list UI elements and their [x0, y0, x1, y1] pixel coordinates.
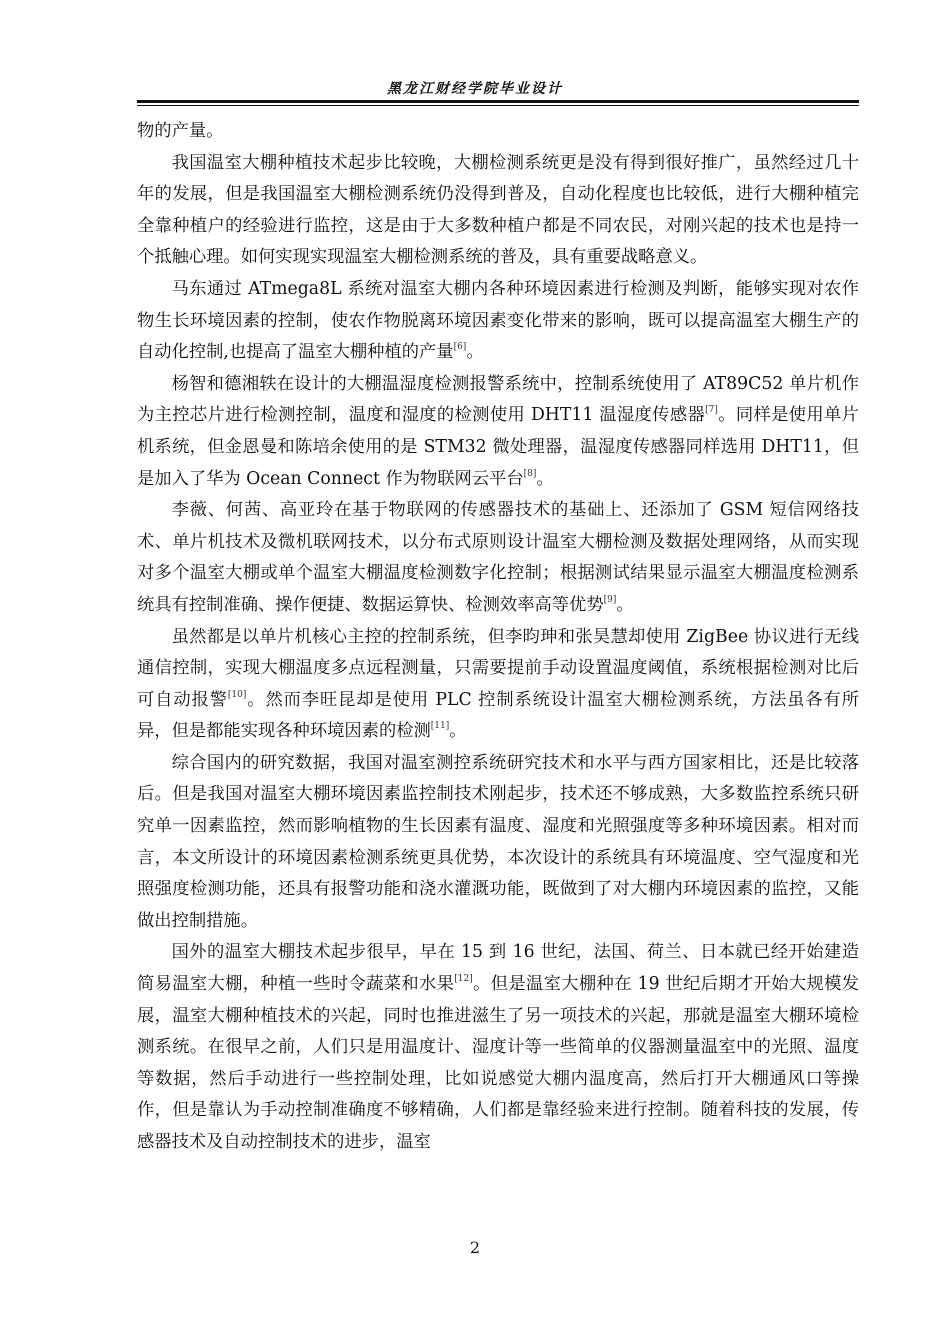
paragraph [137, 274, 859, 369]
citation-ref: [12] [454, 974, 473, 985]
paragraph-text: 杨智和德湘轶在设计的大棚温湿度检测报警系统中，控制系统使用了 AT89C52 单片机作为主控芯片进行检测控制，温度和湿度的检测使用 DHT11 温湿度传感器 [137, 373, 859, 426]
paragraph-text: 。 [536, 468, 554, 489]
paragraph-text: 物的产量。 [137, 121, 224, 141]
citation-ref: [8] [523, 468, 537, 479]
paragraph-text: 。然而李旺昆却是使用 PLC 控制系统设计温室大棚检测系统，方法虽各有所异，但是都能实现各种环境因素的检测 [137, 689, 859, 742]
header-rule-thick [137, 100, 859, 103]
paragraph-text: 。但是温室大棚种在 19 世纪后期才开始大规模发展，温室大棚种植技术的兴起，同时也推进滋生了另一项技术的兴起，那就是温室大棚环境检测系统。在很早之前，人们只是用温度计、湿度计等一些简单的仪器测量温室中的光照、温度等数据，然后手动进行一些控制处理，比如说感觉大棚内温度高，然后打开大棚通风口等操作，但是靠认为手动控制准确度不够精确，人们都是靠经验来进行控制。随着科技的发展，传感器技术及自动控制技术的进步，温室 [137, 974, 859, 1152]
header-rule-thin [137, 105, 859, 106]
paragraph-text: 。 [449, 721, 467, 742]
citation-ref: [10] [227, 689, 247, 700]
page-number: 2 [469, 1238, 481, 1257]
header-title: 黑龙江财经学院毕业设计 [387, 81, 563, 97]
body-text [137, 116, 859, 1159]
citation-ref: [11] [430, 721, 450, 732]
paragraph-text: 国外的温室大棚技术起步很早，早在 15 到 16 世纪，法国、荷兰、日本就已经开始建造简易温室大棚，种植一些时令蔬菜和水果 [137, 942, 859, 995]
paragraph [137, 937, 859, 1158]
paragraph [137, 622, 859, 748]
citation-ref: [6] [453, 342, 467, 353]
paragraph-text: 。 [616, 594, 634, 615]
paragraph [137, 748, 859, 938]
citation-ref: [9] [603, 594, 617, 605]
paragraph [137, 148, 859, 274]
paragraph-text: 综合国内的研究数据，我国对温室测控系统研究技术和水平与西方国家相比，还是比较落后。但是我国对温室大棚环境因素监控制技术刚起步，技术还不够成熟，大多数监控系统只研究单一因素监控，然而影响植物的生长因素有温度、湿度和光照强度等多种环境因素。相对而言，本文所设计的环境因素检测系统更具优势，本次设计的系统具有环境温度、空气湿度和光照强度检测功能，还具有报警功能和浇水灌溉功能，既做到了对大棚内环境因素的监控，又能做出控制措施。 [137, 752, 859, 931]
paragraph-text: 我国温室大棚种植技术起步比较晚，大棚检测系统更是没有得到很好推广，虽然经过几十年的发展，但是我国温室大棚检测系统仍没得到普及，自动化程度也比较低，进行大棚种植完全靠种植户的经验进行监控，这是由于大多数种植户都是不同农民，对刚兴起的技术也是持一个抵触心理。如何实现实现温室大棚检测系统的普及，具有重要战略意义。 [137, 152, 859, 268]
paragraph [137, 369, 859, 495]
paragraph-text: 。 [466, 342, 484, 363]
paragraph-text: 虽然都是以单片机核心主控的控制系统，但李昀珅和张昊慧却使用 ZigBee 协议进行无线通信控制，实现大棚温度多点远程测量，只需要提前手动设置温度阈值，系统根据检测对比后可自动报警 [137, 626, 859, 710]
paragraph [137, 116, 859, 148]
paragraph [137, 495, 859, 621]
paragraph-text: 李薇、何茜、高亚玲在基于物联网的传感器技术的基础上、还添加了 GSM 短信网络技术、单片机技术及微机联网技术，以分布式原则设计温室大棚检测及数据处理网络，从而实现对多个温室大棚或单个温室大棚温度检测数字化控制；根据测试结果显示温室大棚温度检测系统具有控制准确、操作便捷、数据运算快、检测效率高等优势 [137, 500, 859, 615]
paragraph-text: 马东通过 ATmega8L 系统对温室大棚内各种环境因素进行检测及判断，能够实现对农作物生长环境因素的控制，使农作物脱离环境因素变化带来的影响，既可以提高温室大棚生产的自动化控制,也提高了温室大棚种植的产量 [137, 278, 859, 363]
citation-ref: [7] [705, 405, 718, 416]
paragraph-text: 。同样是使用单片机系统，但金恩曼和陈培余使用的是 STM32 微处理器，温湿度传感器同样选用 DHT11，但是加入了华为 Ocean Connect 作为物联网云平台 [137, 405, 859, 489]
